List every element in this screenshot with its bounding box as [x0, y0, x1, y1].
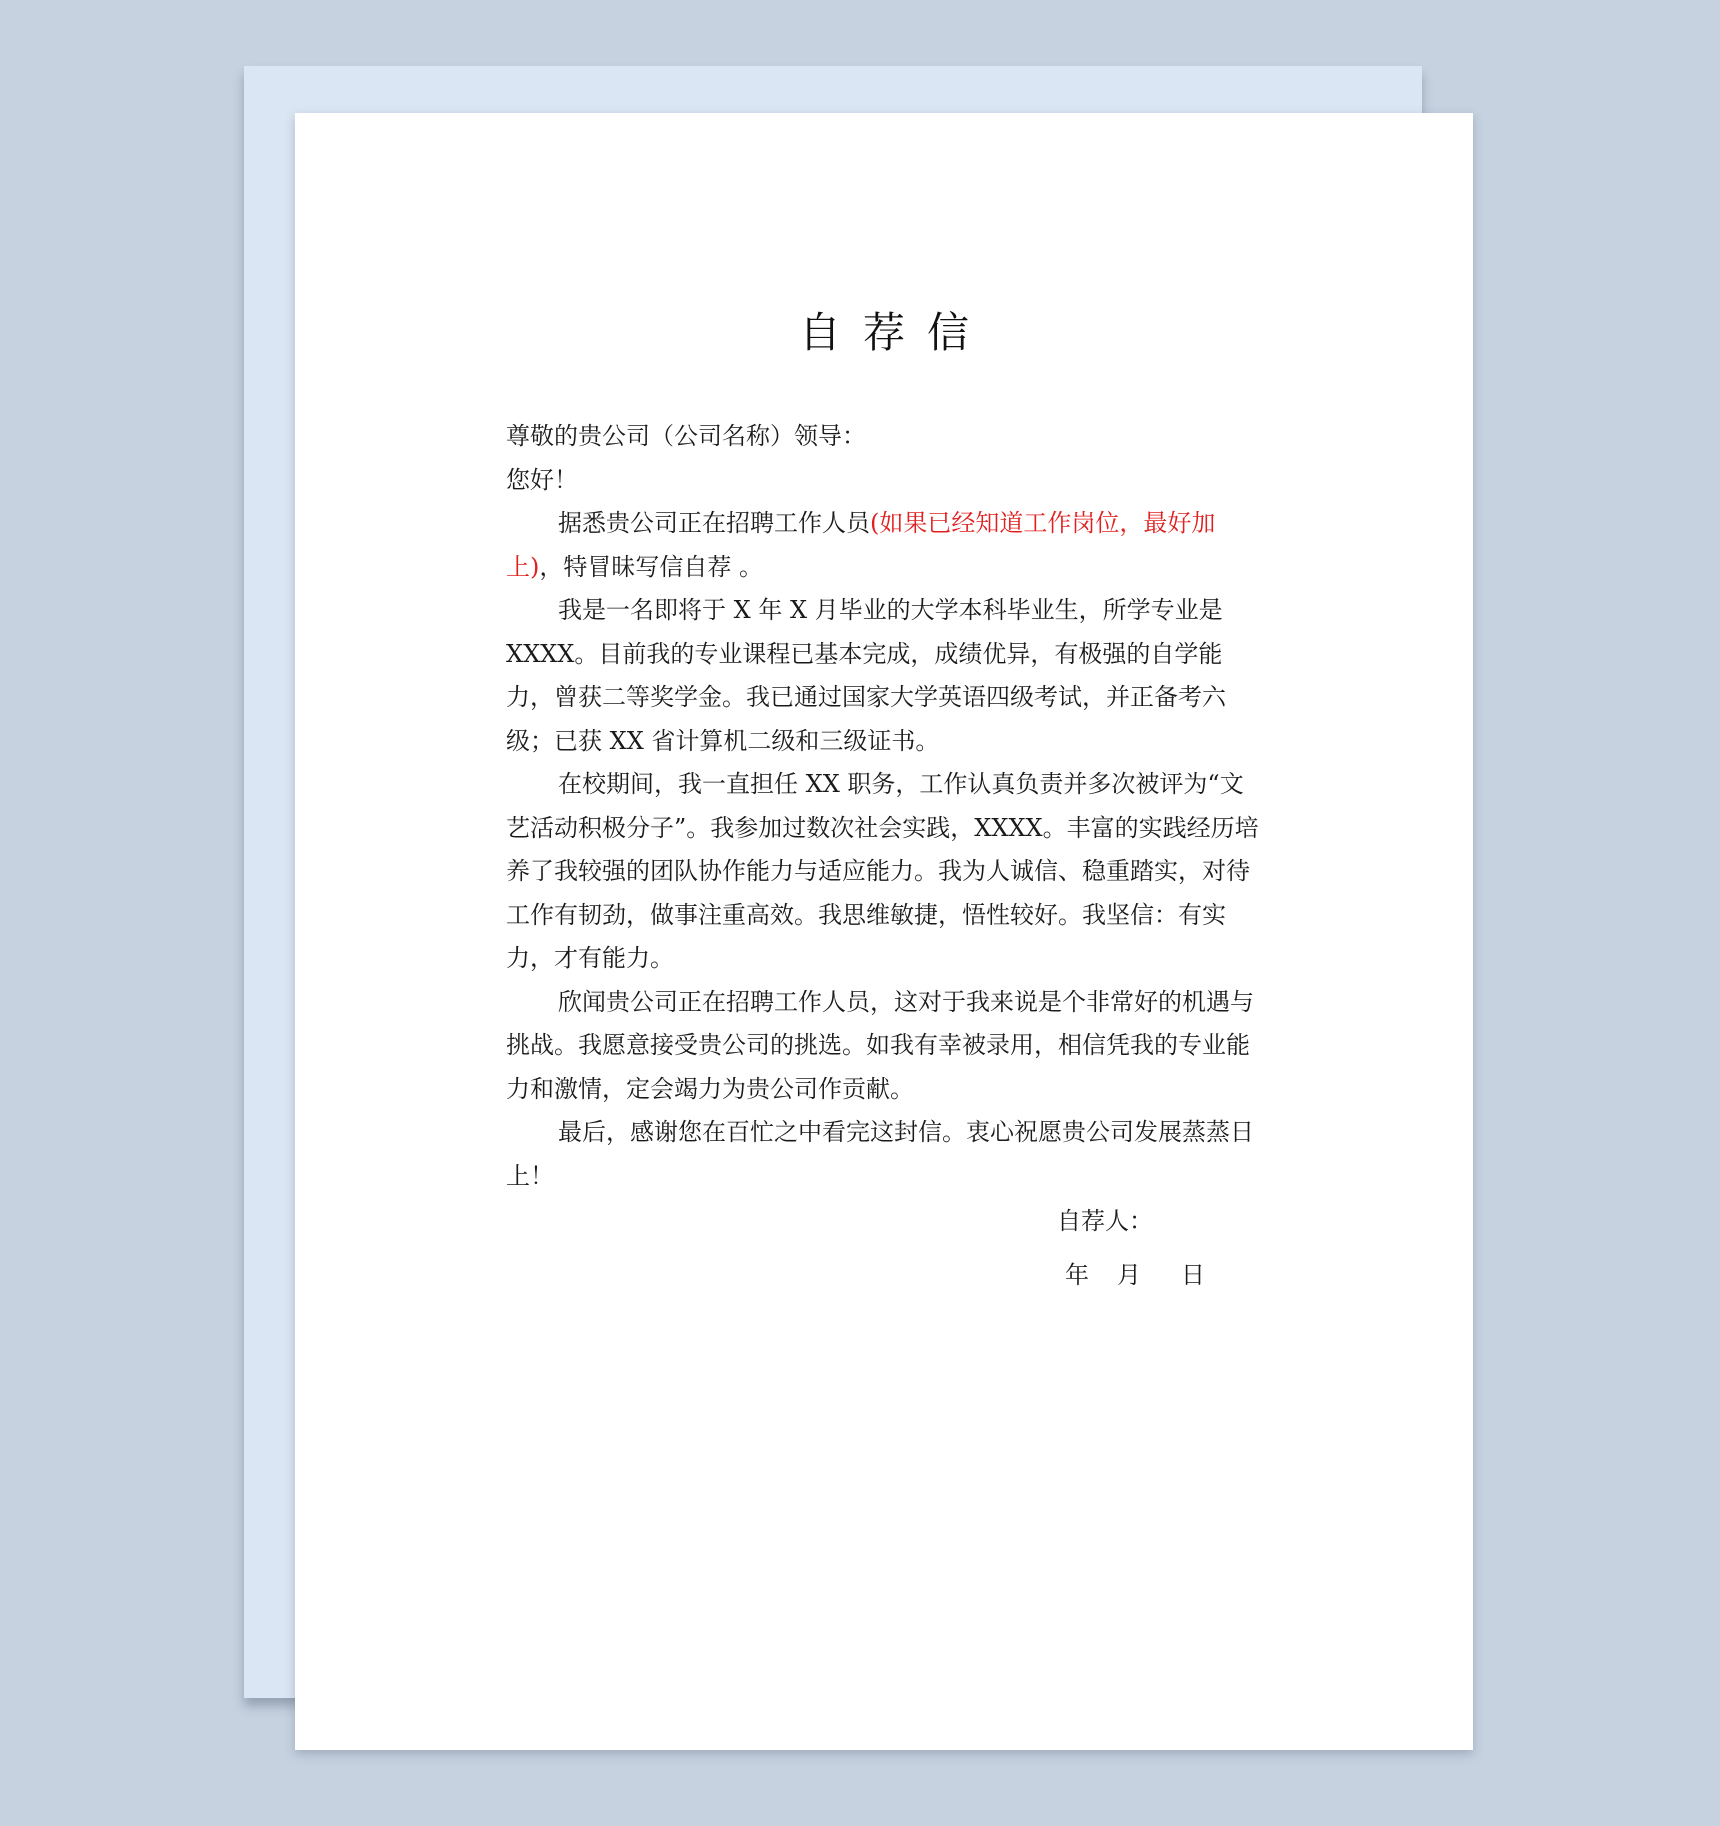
paragraph-3: 在校期间，我一直担任 XX 职务，工作认真负责并多次被评为“文艺活动积极分子”。我参加过数次社会实践，XXXX。丰富的实践经历培养了我较强的团队协作能力与适应能力。我为人诚信、稳重踏实，对待工作有韧劲，做事注重高效。我思维敏捷，悟性较好。我坚信：有实力，才有能力。 [506, 770, 1259, 972]
paragraph-1-end: ，特冒昧写信自荐 。 [539, 552, 764, 581]
letter-body [506, 415, 1264, 1198]
paragraph-1-start: 据悉贵公司正在招聘工作人员 [558, 509, 870, 537]
position-note: (如果已经知道工作岗位，最好加上) [506, 509, 1216, 581]
date-year: 年 [1065, 1261, 1089, 1289]
date-month: 月 [1117, 1261, 1141, 1289]
letter-title: 自荐信 [798, 308, 991, 357]
date-line [1065, 1255, 1205, 1295]
paragraph-5: 最后，感谢您在百忙之中看完这封信。衷心祝愿贵公司发展蒸蒸日上！ [506, 1118, 1254, 1190]
paragraph-2: 我是一名即将于 X 年 X 月毕业的大学本科毕业生，所学专业是XXXX。目前我的专业课程已基本完成，成绩优异，有极强的自学能力，曾获二等奖学金。我已通过国家大学英语四级考试，并正备考六级；已获 XX 省计算机二级和三级证书。 [506, 596, 1226, 755]
greeting: 您好！ [506, 465, 578, 494]
signature-label: 自荐人： [1057, 1207, 1153, 1235]
salutation: 尊敬的贵公司（公司名称）领导： [506, 422, 866, 450]
letter-page [295, 113, 1473, 1750]
paragraph-4: 欣闻贵公司正在招聘工作人员，这对于我来说是个非常好的机遇与挑战。我愿意接受贵公司的挑选。如我有幸被录用，相信凭我的专业能力和激情，定会竭力为贵公司作贡献。 [506, 987, 1254, 1103]
date-day: 日 [1181, 1261, 1205, 1289]
paragraph-1 [506, 502, 1264, 589]
